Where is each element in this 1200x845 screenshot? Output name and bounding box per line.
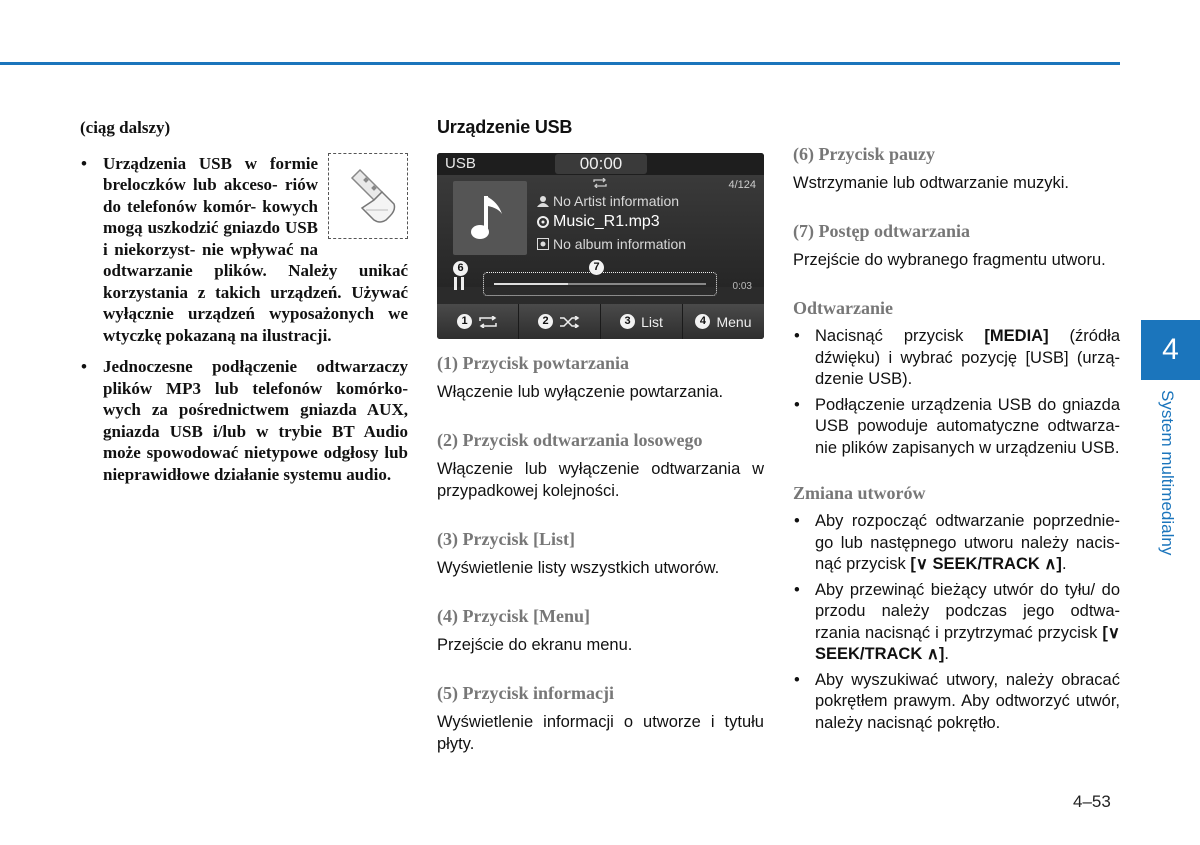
- disc-note-icon: [537, 216, 549, 228]
- playback-list: [793, 326, 1120, 459]
- continued-label: (ciąg dalszy): [80, 118, 171, 137]
- section-title: Urządzenie USB: [437, 117, 573, 137]
- track-count: 4/124: [728, 179, 756, 191]
- album-icon: [537, 238, 549, 250]
- item-heading: (5) Przycisk informacji: [437, 683, 614, 703]
- chapter-tab: 4: [1141, 320, 1200, 380]
- repeat-button[interactable]: [437, 304, 519, 339]
- item-repeat: [437, 353, 764, 403]
- list-item: • Podłączenie urządzenia USB do gniazda USB powoduje automatyczne odtwarza- nie plików zapisanych w urządzeniu USB.: [793, 395, 1120, 460]
- menu-button[interactable]: [683, 304, 764, 339]
- bullet1-line2: breloczków lub akceso-: [103, 175, 278, 194]
- item-pause: [793, 144, 1120, 194]
- callout-1: 1: [457, 314, 472, 329]
- callout-6: 6: [453, 261, 468, 276]
- item-text: Włączenie lub wyłączenie powtarzania.: [437, 383, 724, 401]
- item-heading: (6) Przycisk pauzy: [793, 144, 935, 164]
- bullet-text: Aby przewinąć bieżący utwór do tyłu/ do przodu należy podczas jego odtwa- rzania nacisnąć i przytrzymać przycisk: [815, 580, 1120, 642]
- item-heading: (4) Przycisk [Menu]: [437, 606, 590, 626]
- shuffle-icon: [559, 316, 581, 328]
- list-button[interactable]: [601, 304, 683, 339]
- title-text: Music_R1.mp3: [553, 213, 660, 230]
- bullet-text: Aby rozpocząć odtwarzanie poprzednie- go lub następnego utworu należy nacis- nąć przycisk: [815, 512, 1120, 573]
- list-item: • Aby wyszukiwać utwory, należy obracać pokrętłem prawym. Aby odtworzyć utwór, należy nacisnąć pokrętło.: [793, 670, 1120, 735]
- elapsed-time: 0:03: [732, 281, 752, 292]
- usb-stick-figure: [328, 153, 408, 239]
- item-heading: (1) Przycisk powtarzania: [437, 353, 629, 373]
- pause-icon: [454, 277, 457, 290]
- callout-3: 3: [620, 314, 635, 329]
- album-row: [537, 236, 686, 252]
- seek-track-key: [∨ SEEK/TRACK ∧]: [910, 555, 1062, 573]
- bullet-text: Nacisnąć przycisk: [815, 327, 985, 345]
- shuffle-button[interactable]: [519, 304, 601, 339]
- item-text: Przejście do ekranu menu.: [437, 636, 633, 654]
- usb-player-screen: [437, 153, 764, 339]
- item-list: [437, 529, 764, 579]
- middle-column: [437, 117, 764, 782]
- top-rule: [0, 62, 1120, 65]
- track-change-heading: Zmiana utworów: [793, 483, 926, 503]
- progress-track: [494, 283, 706, 285]
- item-heading: (2) Przycisk odtwarzania losowego: [437, 430, 703, 450]
- title-row: [537, 213, 660, 231]
- item-info: [437, 683, 764, 755]
- person-icon: [537, 195, 549, 207]
- bullet1-line5: gniazdo USB i niekorzyst-: [103, 218, 319, 259]
- music-note-icon: [470, 192, 510, 244]
- track-change-list: [793, 511, 1120, 734]
- callout-2: 2: [538, 314, 553, 329]
- callout-7: 7: [589, 260, 604, 275]
- repeat-icon: [478, 316, 498, 328]
- usb-stick-icon: [336, 164, 400, 228]
- left-bullet-list: [80, 153, 408, 486]
- seek-track-key: [∨ SEEK/TRACK ∧]: [815, 623, 1120, 663]
- artist-text: No Artist information: [553, 193, 680, 209]
- repeat-status-icon: [592, 177, 608, 191]
- media-key: [MEDIA]: [984, 327, 1049, 345]
- clock: 00:00: [555, 154, 647, 174]
- item-text: Włączenie lub wyłączenie odtwarzania w przypadkowej kolejności.: [437, 460, 764, 500]
- chapter-title: [1147, 390, 1187, 570]
- bullet1-rest: nie wpływać na odtwarzanie plików. Należy unikać korzystania z takich urządzeń. Używać wyłącznie urządzeń wyposażonych we wtyczkę pokazaną na ilustracji.: [103, 239, 408, 345]
- callout-4: 4: [695, 314, 710, 329]
- left-column: [80, 117, 408, 495]
- list-item: [793, 580, 1120, 666]
- bullet1-line1: Urządzenia USB w formie: [103, 153, 318, 173]
- progress-bar[interactable]: [483, 272, 717, 296]
- progress-fill: [494, 283, 568, 285]
- album-text: No album information: [553, 236, 687, 252]
- source-label: USB: [445, 155, 476, 172]
- item-text: Wyświetlenie listy wszystkich utworów.: [437, 559, 720, 577]
- list-item: [80, 153, 408, 347]
- bullet1-line3: riów do telefonów komór-: [103, 175, 318, 216]
- item-text: Wstrzymanie lub odtwarzanie muzyki.: [793, 174, 1070, 192]
- item-text: Wyświetlenie informacji o utworze i tytułu płyty.: [437, 713, 764, 753]
- item-shuffle: [437, 430, 764, 502]
- artist-row: [537, 193, 679, 209]
- list-button-label: List: [641, 313, 663, 330]
- pause-button[interactable]: [453, 277, 465, 290]
- page-number: 4–53: [1073, 792, 1111, 811]
- item-menu: [437, 606, 764, 656]
- list-item: • Jednoczesne podłączenie odtwarzaczy plików MP3 lub telefonów komórko- wych za pośrednictwem gniazda AUX, gniazda USB i/lub w trybie BT Audio może spowodować nietypowe odgłosy lub nieprawidłowe działanie systemu audio.: [80, 356, 408, 485]
- playback-heading: Odtwarzanie: [793, 298, 893, 318]
- bullet-text: .: [1061, 555, 1067, 573]
- list-item: [793, 326, 1120, 391]
- bullet-text: .: [944, 645, 950, 663]
- item-text: Przejście do wybranego fragmentu utworu.: [793, 251, 1106, 269]
- item-progress: [793, 221, 1120, 271]
- item-heading: (7) Postęp odtwarzania: [793, 221, 970, 241]
- right-column: [793, 144, 1120, 758]
- bullet1-line4: kowych mogą uszkodzić: [103, 196, 319, 237]
- screen-button-bar: [437, 304, 764, 339]
- list-item: [793, 511, 1120, 576]
- album-art[interactable]: [453, 181, 527, 255]
- bullet-text: (źródła dźwięku) i wybrać pozycję [USB] (urzą- dzenie USB).: [815, 327, 1120, 388]
- item-heading: (3) Przycisk [List]: [437, 529, 575, 549]
- menu-button-label: Menu: [716, 313, 752, 330]
- chapter-title-text: System multimedialny: [1158, 390, 1177, 556]
